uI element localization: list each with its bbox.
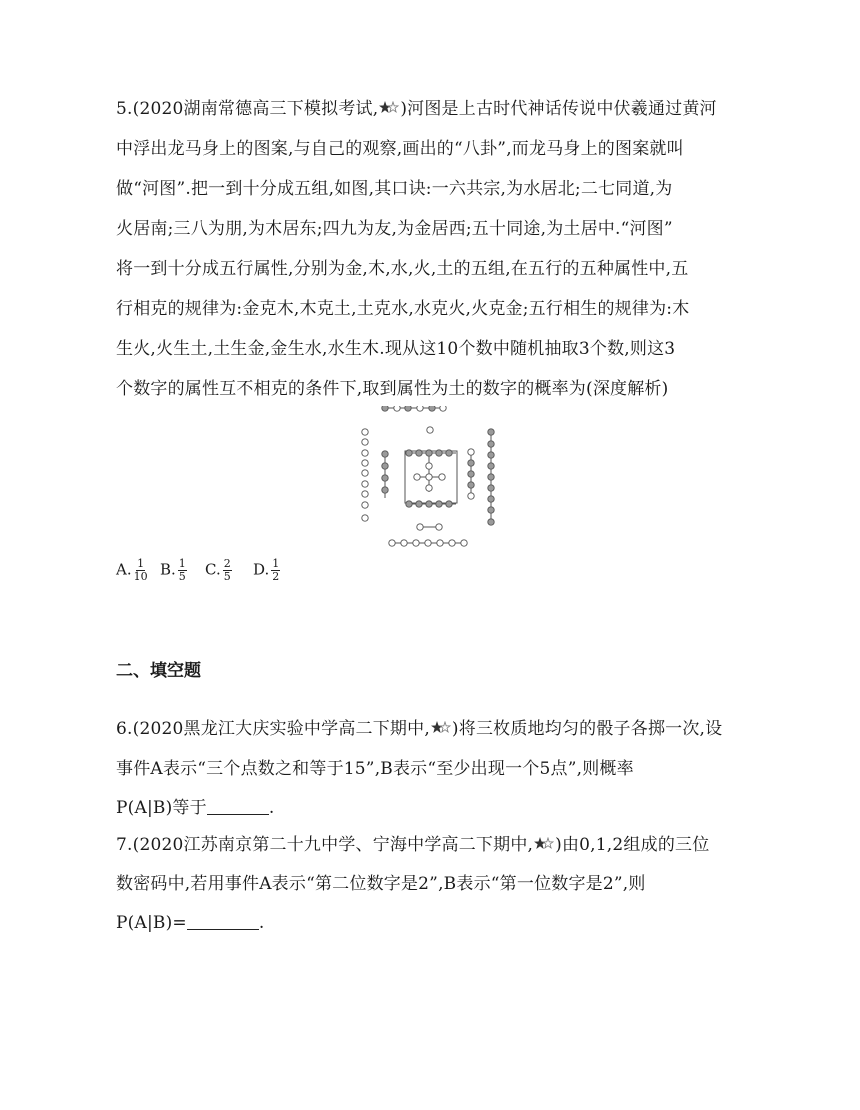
filled-dot [382, 451, 388, 457]
option-c[interactable]: C. $\frac{2}{5}$ [205, 557, 231, 583]
q6-line-3: P(A|B)等于 . [116, 798, 275, 818]
open-dot [439, 474, 445, 480]
option-b[interactable]: B. $\frac{1}{5}$ [160, 557, 186, 583]
q5-line-5: 将一到十分成五行属性,分别为金,木,水,火,土的五组,在五行的五种属性中,五 [116, 259, 689, 279]
q7-line-1: 7.(2020江苏南京第二十九中学、宁海中学高二下期中, )由0,1,2组成的三位 [116, 835, 710, 855]
q5-line-4: 火居南;三八为朋,为木居东;四九为友,为金居西;五十同途,为土居中.“河图” [116, 219, 673, 239]
filled-dot [488, 429, 494, 435]
q5-line-6: 行相克的规律为:金克木,木克土,土克水,水克火,火克金;五行相生的规律为:木 [116, 299, 690, 319]
open-dot [362, 429, 368, 435]
filled-dot [436, 450, 442, 456]
filled-dot [382, 463, 388, 469]
filled-dot [446, 450, 452, 456]
difficulty-star-icon [379, 99, 399, 113]
q7-line-2: 数密码中,若用事件A表示“第二位数字是2”,B表示“第一位数字是2”,则 [116, 874, 646, 894]
hetu-diagram [354, 406, 504, 556]
answer-blank[interactable] [207, 798, 269, 815]
q5-line-8: 个数字的属性互不相克的条件下,取到属性为土的数字的概率为(深度解析) [116, 379, 669, 399]
option-a[interactable]: A. $\frac{1}{10}$ [116, 557, 148, 583]
filled-dot [468, 471, 474, 477]
open-dot [426, 485, 432, 491]
open-dot [362, 515, 368, 521]
q5-line-1: 5.(2020湖南常德高三下模拟考试, )河图是上古时代神话传说中伏羲通过黄河 [116, 99, 717, 119]
open-dot [417, 524, 423, 530]
filled-dot [405, 406, 411, 411]
open-dot [426, 474, 432, 480]
difficulty-star-icon [431, 719, 451, 733]
open-dot [427, 427, 433, 433]
filled-dot [406, 450, 412, 456]
open-dot [362, 450, 368, 456]
filled-dot [488, 485, 494, 491]
filled-dot [426, 450, 432, 456]
filled-dot [488, 474, 494, 480]
q6-line-2: 事件A表示“三个点数之和等于15”,B表示“至少出现一个5点”,则概率 [116, 759, 634, 779]
open-dot [437, 540, 443, 546]
filled-dot [488, 463, 494, 469]
section-title: 二、填空题 [116, 661, 201, 681]
open-dot [362, 470, 368, 476]
filled-dot [416, 450, 422, 456]
open-dot [449, 540, 455, 546]
option-d[interactable]: D. $\frac{1}{2}$ [253, 557, 280, 583]
filled-dot [446, 501, 452, 507]
open-dot [394, 406, 400, 411]
difficulty-star-icon [534, 835, 554, 849]
filled-dot [406, 501, 412, 507]
filled-dot [488, 507, 494, 513]
open-dot [362, 481, 368, 487]
filled-dot [436, 501, 442, 507]
open-dot [468, 493, 474, 499]
q5-line-3: 做“河图”.把一到十分成五组,如图,其口诀:一六共宗,为水居北;二七同道,为 [116, 179, 673, 199]
filled-dot [488, 452, 494, 458]
q5-line-7: 生火,火生土,土生金,金生水,水生木.现从这10个数中随机抽取3个数,则这3 [116, 339, 676, 359]
filled-dot [429, 406, 435, 411]
open-dot [468, 449, 474, 455]
open-dot [417, 406, 423, 411]
filled-dot [468, 460, 474, 466]
filled-dot [488, 441, 494, 447]
open-dot [362, 491, 368, 497]
open-dot [362, 502, 368, 508]
filled-dot [382, 487, 388, 493]
open-dot [440, 406, 446, 411]
filled-dot [416, 501, 422, 507]
filled-dot [382, 406, 388, 411]
open-dot [362, 460, 368, 466]
q6-line-1: 6.(2020黑龙江大庆实验中学高二下期中, )将三枚质地均匀的骰子各掷一次,设 [116, 719, 723, 739]
open-dot [461, 540, 467, 546]
q5-line-2: 中浮出龙马身上的图案,与自己的观察,画出的“八卦”,而龙马身上的图案就叫 [116, 139, 684, 159]
filled-dot [488, 519, 494, 525]
open-dot [426, 463, 432, 469]
open-dot [389, 540, 395, 546]
answer-blank[interactable] [187, 913, 259, 930]
open-dot [401, 540, 407, 546]
open-dot [436, 524, 442, 530]
q7-line-3: P(A|B)= . [116, 913, 265, 933]
open-dot [362, 439, 368, 445]
open-dot [414, 474, 420, 480]
filled-dot [382, 475, 388, 481]
filled-dot [488, 496, 494, 502]
open-dot [425, 540, 431, 546]
filled-dot [426, 501, 432, 507]
filled-dot [468, 482, 474, 488]
open-dot [413, 540, 419, 546]
